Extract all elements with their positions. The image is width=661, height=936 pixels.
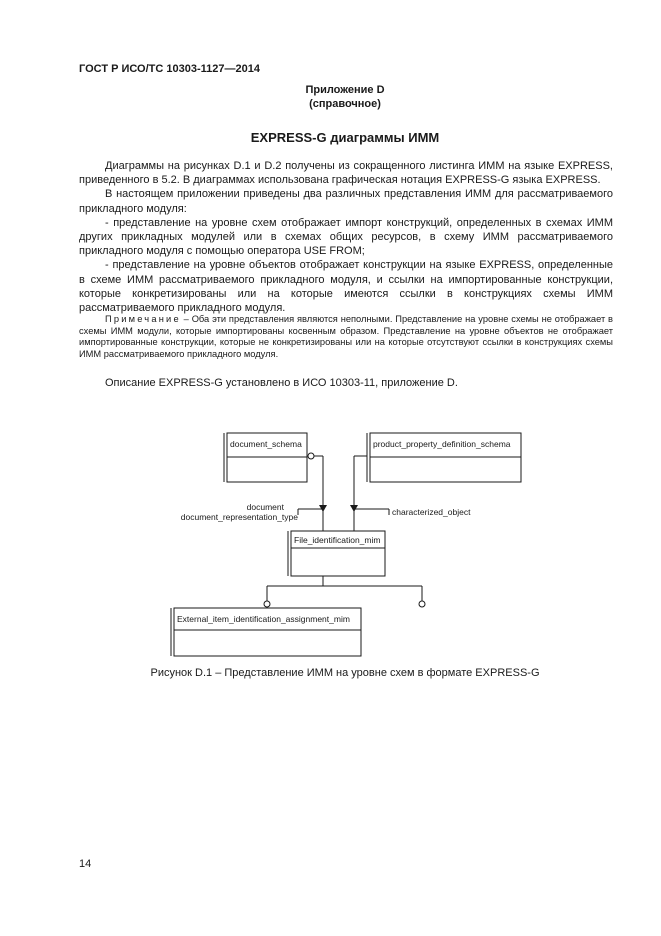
section-title: EXPRESS-G диаграммы ИММ — [250, 130, 440, 145]
relation-circle — [308, 453, 314, 459]
note-label: Примечание — [105, 314, 181, 324]
paragraph-1: Диаграммы на рисунках D.1 и D.2 получены из сокращенного листинга ИММ на языке EXPRESS, приведенного в 5.2. В диаграммах использована графическая нотация EXPRESS-G языка EXPRESS. — [79, 160, 613, 187]
paragraph-4: - представление на уровне объектов отображает конструкции на языке EXPRESS, определенные в схеме ИММ рассматриваемого прикладного модуля, и ссылки на импортированные конструкции, которые конкретизированы или на которые имеются ссылки в конструкциях схемы ИММ рассматриваемого прикладного модуля. — [79, 259, 613, 315]
document-schema-label: document_schema — [230, 439, 302, 449]
appendix-label: Приложение D — [305, 84, 385, 96]
appendix-type: (справочное) — [309, 98, 381, 110]
note-dash: – — [180, 314, 192, 324]
figure-caption: Рисунок D.1 – Представление ИММ на уровне схем в формате EXPRESS-G — [150, 667, 540, 679]
document-label: document — [246, 502, 284, 512]
relation-circle — [419, 601, 425, 607]
paragraph-3: - представление на уровне схем отображает импорт конструкций, определенных в схемах ИММ других прикладных модулей или в схемах общих ресурсов, в схему ИММ рассматриваемого прикладного модуля с помощью оператора USE FROM; — [79, 216, 613, 258]
note-text: Оба эти представления являются неполными. Представление на уровне схемы не отображает в схемы ИММ модули, которые импортированы косвенным образом. Представление на уровне объектов не отображает импортированные конструкции, которые не конкретизированы или на которые отсутствуют ссылки в конструкциях схемы ИММ рассматриваемого прикладного модуля. — [79, 314, 613, 359]
page-number: 14 — [79, 858, 92, 870]
file-identification-label: File_identification_mim — [294, 535, 381, 545]
characterized-object-label: characterized_object — [392, 507, 471, 517]
product-property-label: product_property_definition_schema — [373, 439, 511, 449]
external-item-label: External_item_identification_assignment_mim — [177, 614, 350, 624]
document-header: ГОСТ Р ИСО/ТС 10303-1127—2014 — [79, 63, 260, 75]
relation-circle — [264, 601, 270, 607]
document-representation-type-label: document_representation_type — [180, 512, 298, 522]
paragraph-2: В настоящем приложении приведены два различных представления ИММ для рассматриваемого прикладного модуля: — [79, 188, 613, 215]
express-reference-text: Описание EXPRESS-G установлено в ИСО 10303-11, приложение D. — [105, 377, 458, 389]
